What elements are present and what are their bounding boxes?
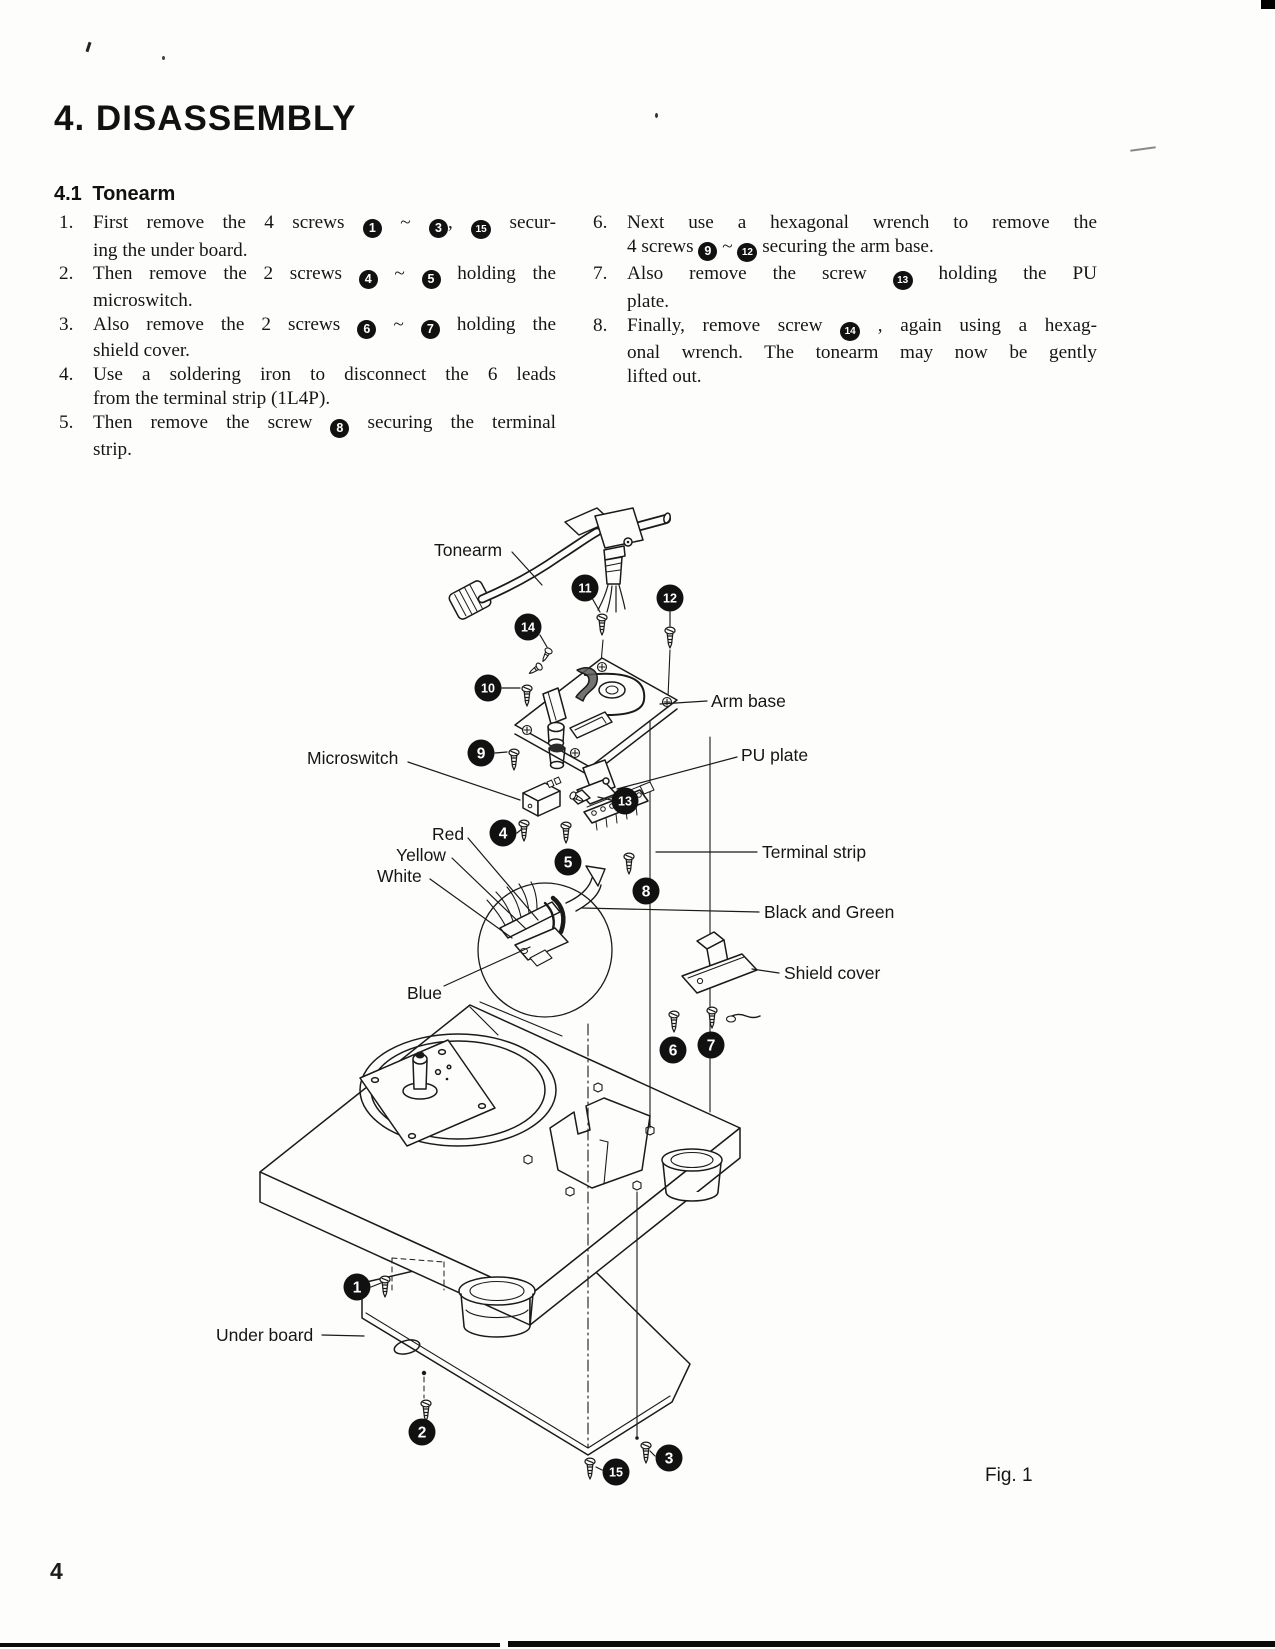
figure-callout-12 — [657, 585, 684, 612]
step-number: 4. — [59, 364, 74, 386]
step-number: 5. — [59, 412, 74, 434]
step-body — [627, 314, 1097, 389]
step-body — [93, 363, 556, 411]
page-number: 4 — [50, 1558, 63, 1584]
scan-speck — [162, 56, 165, 60]
step-line: ing the under board. — [93, 239, 248, 261]
step-line: First remove the 4 screws 1 ~ 3 , 15 secur- — [93, 211, 556, 239]
screw-number-badge: 8 — [330, 419, 349, 438]
step-body — [93, 411, 556, 461]
microswitch-drawing — [523, 777, 561, 816]
figure-callout-8 — [633, 878, 660, 905]
step-number: 6. — [593, 212, 608, 233]
step-body — [627, 211, 1097, 262]
step-line: Also remove the 2 screws 6 ~ 7 holding the — [93, 313, 556, 340]
step-number: 3. — [59, 313, 74, 335]
step-line: Finally, remove screw 14 , again using a hexag- — [627, 314, 1097, 342]
step-line: onal wrench. The tonearm may now be gently — [627, 342, 1097, 364]
wire-detail-circle — [470, 866, 612, 1036]
screw-number-badge: 5 — [422, 270, 441, 289]
step-line: Use a soldering iron to disconnect the 6 leads — [93, 364, 556, 386]
svg-text:14: 14 — [521, 620, 535, 635]
tonearm-drawing — [448, 508, 672, 621]
scan-edge-bar — [0, 1643, 500, 1647]
screw-number-badge: 15 — [471, 220, 491, 239]
figure-callout-13 — [612, 788, 639, 815]
step-line: lifted out. — [627, 366, 702, 388]
label-shield-cover: Shield cover — [784, 963, 881, 983]
step-number: 8. — [593, 314, 608, 336]
screw-number-badge: 4 — [359, 270, 378, 289]
figure-exploded-view — [0, 470, 1275, 1530]
figure-callout-3 — [656, 1445, 683, 1472]
label-blue: Blue — [407, 983, 443, 1003]
svg-text:13: 13 — [618, 794, 632, 809]
step-number: 2. — [59, 263, 74, 285]
svg-text:4: 4 — [498, 825, 508, 843]
scan-speck — [655, 113, 658, 118]
figure-callout-14 — [515, 614, 542, 641]
svg-text:3: 3 — [664, 1450, 674, 1468]
scan-edge-bar — [508, 1641, 1275, 1647]
step-line: from the terminal strip (1L4P). — [93, 388, 331, 410]
step-number: 7. — [593, 263, 608, 285]
screw-number-badge: 7 — [421, 320, 440, 339]
instruction-step — [57, 313, 556, 363]
figure-callout-6 — [660, 1037, 687, 1064]
step-number: 1. — [59, 212, 74, 233]
label-arm-base: Arm base — [711, 691, 786, 711]
screw-number-badge: 9 — [698, 242, 717, 261]
svg-text:15: 15 — [609, 1465, 623, 1480]
figure-caption: Fig. 1 — [985, 1465, 1033, 1486]
svg-text:11: 11 — [578, 581, 592, 596]
screw-number-badge: 3 — [429, 219, 448, 238]
figure-callout-2 — [409, 1419, 436, 1446]
label-pu-plate: PU plate — [741, 745, 809, 765]
step-line: Then remove the 2 screws 4 ~ 5 holding the — [93, 262, 556, 289]
scan-corner-mark — [1261, 0, 1275, 9]
label-black-and-green: Black and Green — [764, 902, 895, 922]
figure-callout-10 — [475, 675, 502, 702]
scan-speck — [1130, 146, 1156, 152]
screw-number-badge: 1 — [363, 219, 382, 238]
screw-number-badge: 13 — [893, 271, 913, 290]
step-line: Next use a hexagonal wrench to remove the — [627, 212, 1097, 233]
step-line: strip. — [93, 438, 132, 460]
steps-column-right — [591, 211, 1097, 389]
step-line: Then remove the screw 8 securing the terminal — [93, 411, 556, 438]
instruction-step — [57, 411, 556, 461]
label-white: White — [377, 866, 422, 886]
step-body — [93, 211, 556, 262]
label-yellow: Yellow — [396, 845, 446, 865]
svg-text:10: 10 — [481, 681, 495, 696]
label-microswitch: Microswitch — [307, 748, 399, 768]
section-heading: 4.1 Tonearm — [54, 183, 176, 205]
figure-callout-7 — [698, 1032, 725, 1059]
svg-text:9: 9 — [476, 745, 486, 763]
instruction-step — [591, 314, 1097, 389]
shield-cover-drawing — [682, 932, 760, 1022]
step-body — [93, 313, 556, 363]
figure-callout-15 — [603, 1459, 630, 1486]
label-tonearm: Tonearm — [434, 540, 503, 560]
label-under-board: Under board — [216, 1325, 314, 1345]
step-line: shield cover. — [93, 340, 190, 362]
page-title: 4. DISASSEMBLY — [54, 99, 357, 138]
label-red: Red — [432, 824, 465, 844]
svg-text:1: 1 — [352, 1279, 362, 1297]
arm-base-drawing — [515, 658, 677, 776]
figure-callout-4 — [490, 820, 517, 847]
figure-callout-11 — [572, 575, 599, 602]
svg-text:7: 7 — [706, 1037, 716, 1055]
step-line: microswitch. — [93, 289, 193, 311]
label-terminal-strip: Terminal strip — [762, 842, 867, 862]
figure-callout-9 — [468, 740, 495, 767]
screw-number-badge: 6 — [357, 320, 376, 339]
screw-number-badge: 12 — [737, 243, 757, 262]
steps-column-left — [57, 211, 556, 461]
instruction-step — [591, 262, 1097, 313]
instruction-step — [57, 262, 556, 312]
figure-callout-5 — [555, 849, 582, 876]
step-body — [93, 262, 556, 312]
scan-speck — [86, 42, 92, 52]
step-line: 4 screws 9 ~ 12 securing the arm base. — [627, 235, 1097, 263]
screw-number-badge: 14 — [840, 322, 860, 341]
step-line: plate. — [627, 290, 670, 312]
figure-callout-1 — [344, 1274, 371, 1301]
step-body — [627, 262, 1097, 313]
svg-text:5: 5 — [563, 854, 573, 872]
instruction-step — [591, 211, 1097, 262]
instruction-step — [57, 211, 556, 262]
svg-text:12: 12 — [663, 591, 677, 606]
svg-text:8: 8 — [641, 883, 651, 901]
svg-text:6: 6 — [668, 1042, 678, 1060]
svg-text:2: 2 — [417, 1424, 427, 1442]
step-line: Also remove the screw 13 holding the PU — [627, 262, 1097, 290]
instruction-step — [57, 363, 556, 411]
